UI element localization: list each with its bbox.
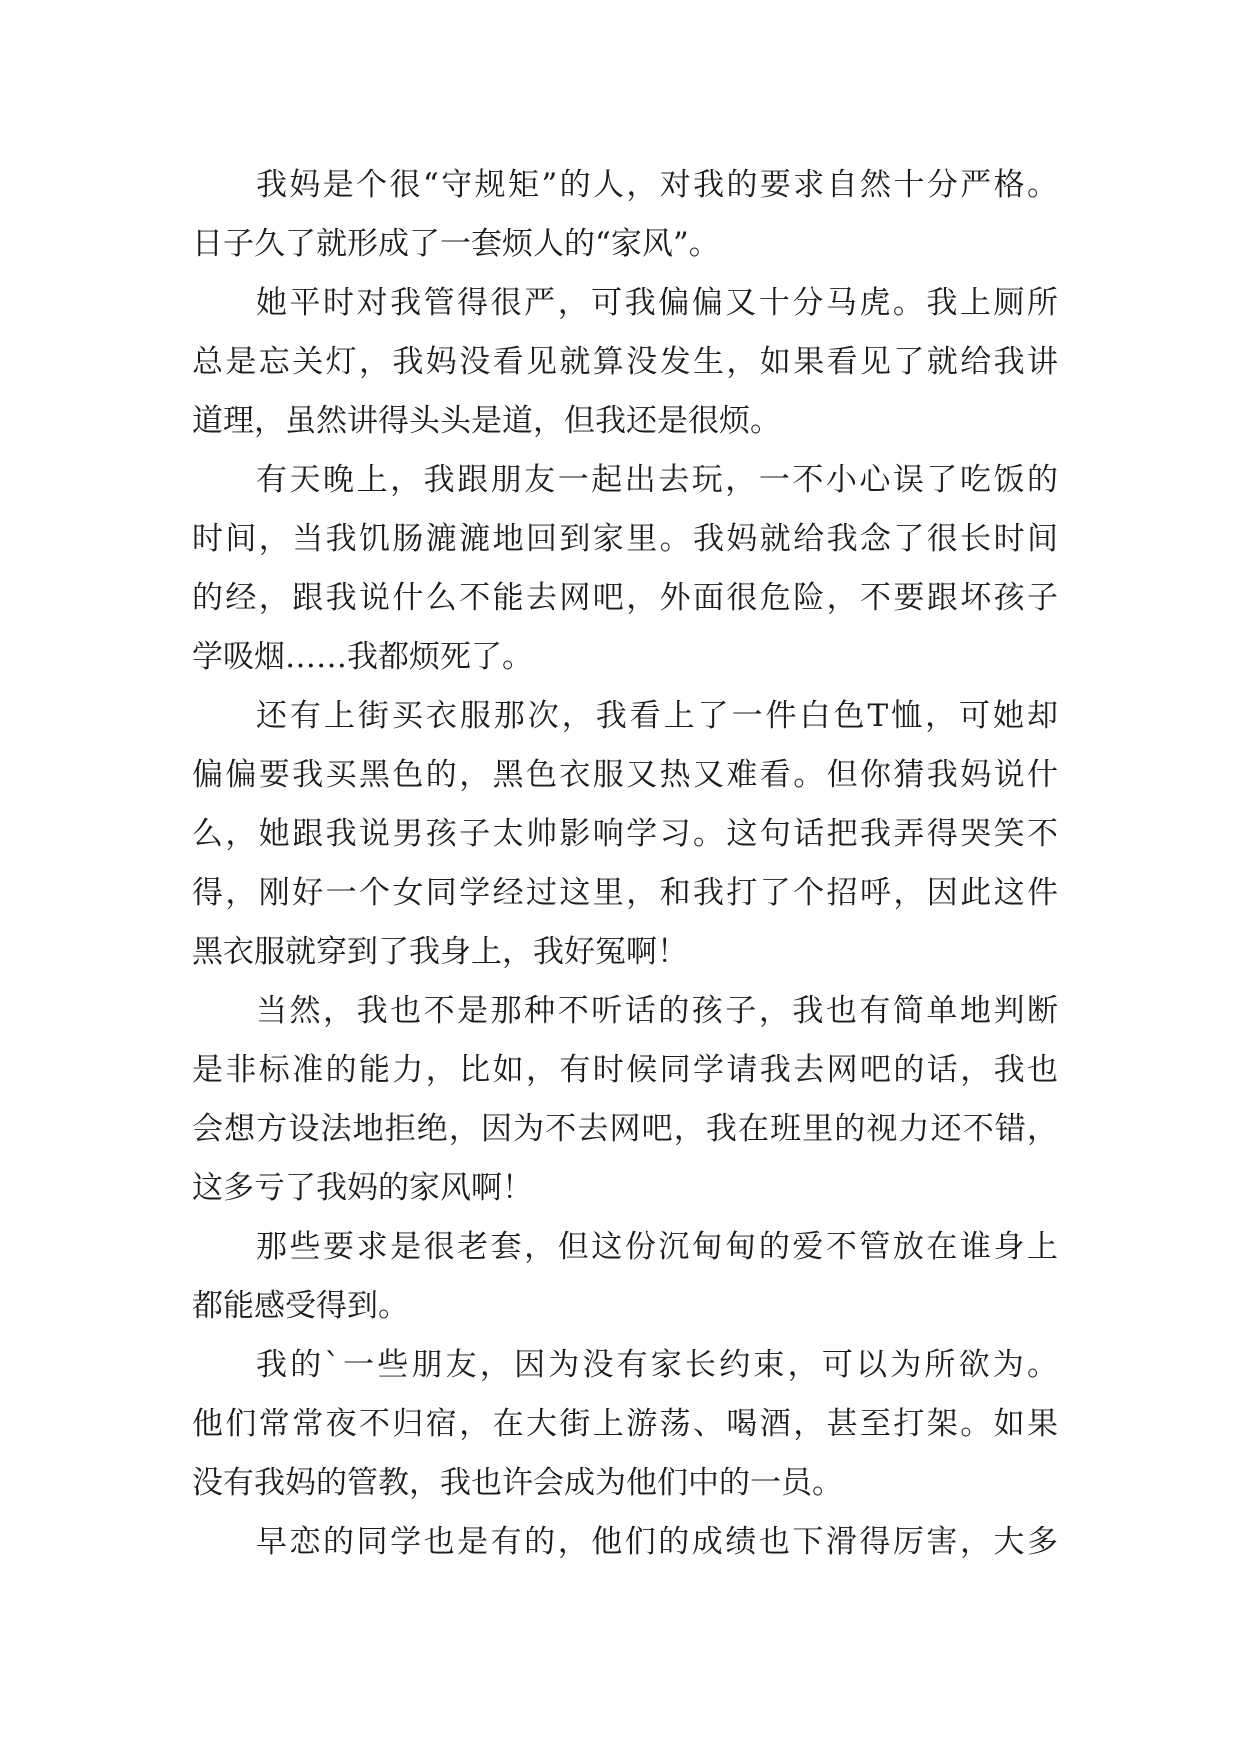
paragraph [192,1336,1058,1513]
text-line: 总是忘关灯，我妈没看见就算没发生，如果看见了就给我讲 [192,344,1058,380]
text-line: 学吸烟……我都烦死了。 [192,639,533,675]
text-line: 黑衣服就穿到了我身上，我好冤啊！ [192,934,688,970]
paragraph [192,274,1058,451]
text-line: 会想方设法地拒绝，因为不去网吧，我在班里的视力还不错， [192,1111,1058,1147]
text-line: 她平时对我管得很严，可我偏偏又十分马虎。我上厕所 [256,285,1058,321]
paragraph [192,1513,1058,1572]
text-line: 是非标准的能力，比如，有时候同学请我去网吧的话，我也 [192,1052,1058,1088]
body-text [192,156,1058,1572]
paragraph [192,156,1058,274]
text-line: 的经，跟我说什么不能去网吧，外面很危险，不要跟坏孩子 [192,580,1058,616]
text-line: 偏偏要我买黑色的，黑色衣服又热又难看。但你猜我妈说什 [192,757,1058,793]
text-line: 道理，虽然讲得头头是道，但我还是很烦。 [192,403,781,439]
paragraph [192,1218,1058,1336]
text-line: 有天晚上，我跟朋友一起出去玩，一不小心误了吃饭的 [256,462,1058,498]
text-line: 日子久了就形成了一套烦人的“家风”。 [192,226,720,262]
text-line: 那些要求是很老套，但这份沉甸甸的爱不管放在谁身上 [256,1229,1058,1265]
text-line: 还有上街买衣服那次，我看上了一件白色T恤，可她却 [256,698,1058,734]
text-line: 么，她跟我说男孩子太帅影响学习。这句话把我弄得哭笑不 [192,816,1058,852]
text-line: 早恋的同学也是有的，他们的成绩也下滑得厉害，大多 [256,1524,1058,1560]
paragraph [192,687,1058,982]
text-line: 我的`一些朋友，因为没有家长约束，可以为所欲为。 [256,1347,1058,1383]
text-line: 当然，我也不是那种不听话的孩子，我也有简单地判断 [256,993,1058,1029]
text-line: 这多亏了我妈的家风啊！ [192,1170,533,1206]
text-line: 时间，当我饥肠漉漉地回到家里。我妈就给我念了很长时间 [192,521,1058,557]
text-line: 他们常常夜不归宿，在大街上游荡、喝酒，甚至打架。如果 [192,1406,1058,1442]
paragraph [192,982,1058,1218]
text-line: 都能感受得到。 [192,1288,409,1324]
text-line: 得，刚好一个女同学经过这里，和我打了个招呼，因此这件 [192,875,1058,911]
paragraph [192,451,1058,687]
text-line: 我妈是个很“守规矩”的人，对我的要求自然十分严格。 [256,167,1058,203]
text-line: 没有我妈的管教，我也许会成为他们中的一员。 [192,1465,843,1501]
